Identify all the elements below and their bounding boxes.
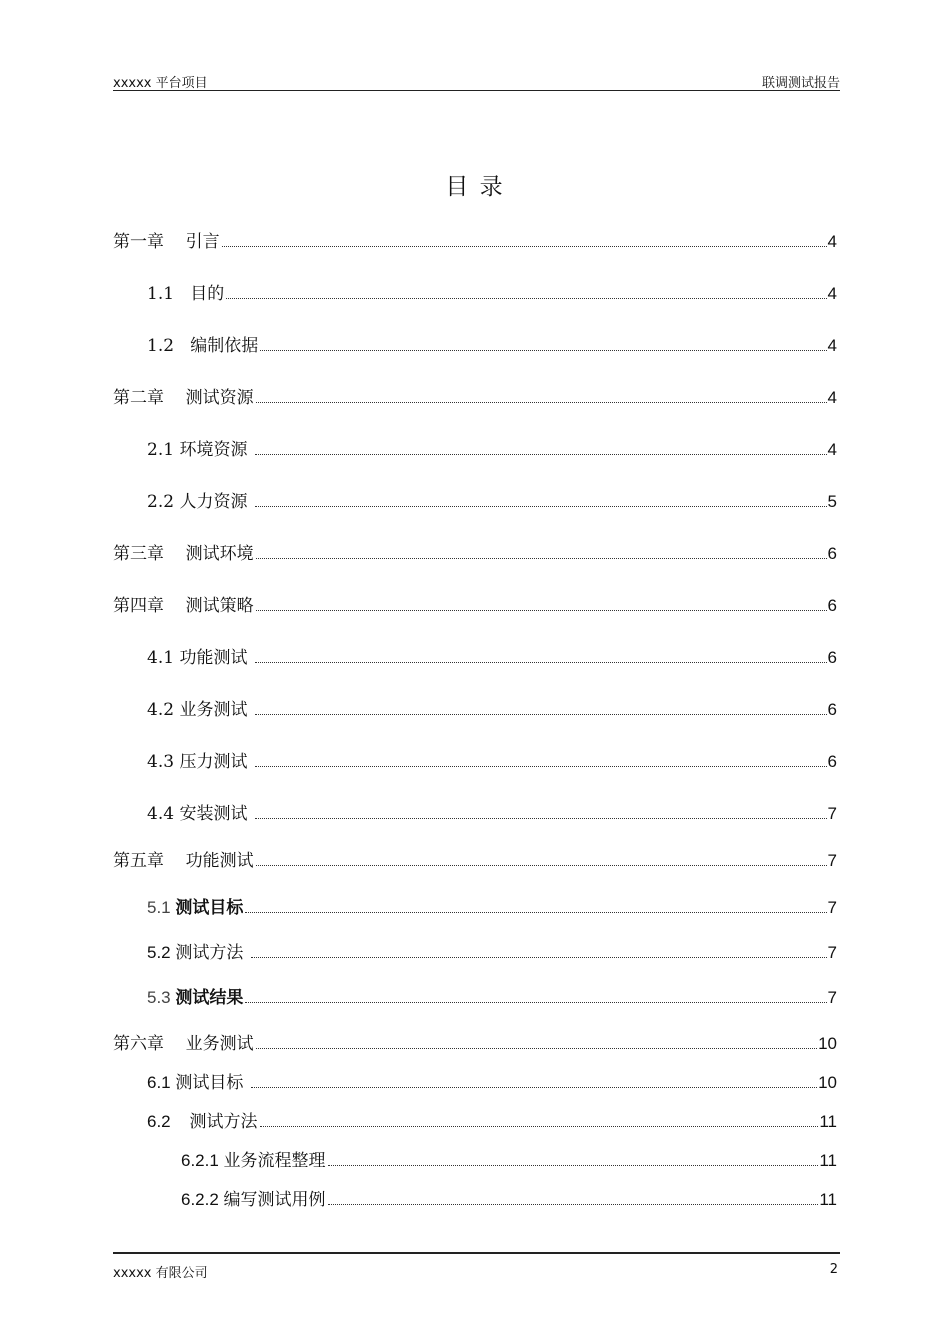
toc-entry-page: 10 (818, 1073, 837, 1092)
toc-entry[interactable] (147, 488, 837, 512)
toc-entry-label: 目的 (190, 284, 225, 304)
toc-entry-label: 编制依据 (190, 336, 259, 356)
toc-entry-number: 第五章 (113, 851, 186, 871)
toc-entry-page: 4 (827, 440, 837, 459)
toc-entry-label: 安装测试 (179, 804, 253, 824)
toc-entry[interactable] (113, 228, 837, 252)
toc-entry-page: 6 (827, 596, 837, 615)
toc-dot-leader (328, 1165, 819, 1166)
toc-entry-number: 5.1 (147, 898, 176, 917)
toc-entry-label: 测试环境 (185, 544, 254, 564)
toc-entry-label: 业务测试 (185, 1034, 254, 1054)
toc-entry[interactable] (147, 984, 837, 1008)
toc-entry-label: 测试方法 (175, 943, 249, 963)
toc-entry-page: 6 (827, 544, 837, 563)
toc-entry-page: 4 (827, 336, 837, 355)
page-number: 2 (829, 1262, 838, 1277)
toc-entry[interactable] (147, 939, 837, 963)
toc-entry[interactable] (113, 592, 837, 616)
toc-entry[interactable] (113, 847, 837, 871)
toc-entry[interactable] (181, 1186, 837, 1210)
footer-company-name: xxxxx 有限公司 (113, 1266, 208, 1281)
toc-entry-label: 环境资源 (179, 440, 253, 460)
toc-entry-label: 测试目标 (175, 898, 244, 918)
toc-entry-page: 4 (827, 232, 837, 251)
toc-entry[interactable] (181, 1147, 837, 1171)
toc-entry-page: 11 (819, 1112, 837, 1131)
toc-dot-leader (256, 610, 827, 611)
toc-entry-page: 7 (827, 804, 837, 823)
toc-entry-number: 5.3 (147, 988, 176, 1007)
toc-dot-leader (255, 766, 827, 767)
toc-entry-label: 测试资源 (185, 388, 254, 408)
toc-dot-leader (251, 957, 827, 958)
toc-entry-label: 人力资源 (179, 492, 253, 512)
toc-dot-leader (255, 506, 827, 507)
toc-entry-label: 业务流程整理 (223, 1151, 326, 1171)
toc-entry-page: 11 (819, 1151, 837, 1170)
toc-entry-page: 4 (827, 388, 837, 407)
page-footer (113, 1252, 840, 1284)
toc-entry-label: 压力测试 (179, 752, 253, 772)
toc-dot-leader (256, 402, 827, 403)
toc-dot-leader (245, 1002, 826, 1003)
toc-dot-leader (260, 1126, 819, 1127)
toc-entry-number: 4.2 (147, 700, 180, 720)
toc-dot-leader (256, 558, 827, 559)
toc-entry-page: 5 (827, 492, 837, 511)
toc-entry-number: 2.2 (147, 492, 180, 512)
toc-entry-number: 第二章 (113, 388, 186, 408)
toc-entry-label: 引言 (185, 232, 220, 252)
toc-dot-leader (260, 350, 826, 351)
toc-entry[interactable] (113, 540, 837, 564)
toc-entry-number: 5.2 (147, 943, 176, 962)
toc-entry-number: 6.2 (147, 1112, 190, 1131)
toc-entry[interactable] (147, 696, 837, 720)
header-report-title: 联调测试报告 (761, 76, 840, 91)
toc-entry-number: 4.3 (147, 752, 180, 772)
toc-dot-leader (226, 298, 826, 299)
toc-entry-number: 2.1 (147, 440, 180, 460)
toc-entry-number: 第四章 (113, 596, 186, 616)
toc-entry[interactable] (147, 332, 837, 356)
toc-entry[interactable] (147, 644, 837, 668)
toc-entry-page: 11 (819, 1190, 837, 1209)
toc-entry-number: 6.2.1 (181, 1151, 224, 1170)
toc-entry-number: 第三章 (113, 544, 186, 564)
toc-entry-label: 测试目标 (175, 1073, 249, 1093)
toc-entry-number: 1.1 (147, 284, 191, 304)
page-header (113, 70, 840, 91)
toc-entry[interactable] (113, 384, 837, 408)
toc-dot-leader (256, 1048, 817, 1049)
header-project-name: xxxxx 平台项目 (113, 76, 208, 91)
toc-entry[interactable] (147, 800, 837, 824)
toc-entry-number: 第六章 (113, 1034, 186, 1054)
toc-entry-label: 编写测试用例 (223, 1190, 326, 1210)
toc-entry-number: 4.4 (147, 804, 180, 824)
toc-entry-label: 测试策略 (185, 596, 254, 616)
toc-dot-leader (245, 912, 826, 913)
toc-entry-page: 6 (827, 700, 837, 719)
toc-entry-page: 10 (818, 1034, 837, 1053)
toc-title: 目 录 (445, 174, 505, 200)
toc-entry-label: 测试方法 (189, 1112, 258, 1132)
toc-entry-number: 4.1 (147, 648, 180, 668)
toc-entry-page: 7 (827, 943, 837, 962)
toc-dot-leader (222, 246, 827, 247)
toc-entry[interactable] (147, 280, 837, 304)
toc-entry-number: 6.2.2 (181, 1190, 224, 1209)
toc-entry-number: 1.2 (147, 336, 191, 356)
toc-dot-leader (255, 454, 827, 455)
toc-entry-page: 6 (827, 648, 837, 667)
toc-entry[interactable] (147, 748, 837, 772)
toc-entry-page: 7 (827, 988, 837, 1007)
toc-entry-page: 4 (827, 284, 837, 303)
toc-entry-page: 6 (827, 752, 837, 771)
toc-entry[interactable] (147, 894, 837, 918)
toc-dot-leader (255, 818, 827, 819)
toc-dot-leader (251, 1087, 817, 1088)
toc-entry-label: 业务测试 (179, 700, 253, 720)
toc-entry[interactable] (147, 1069, 837, 1093)
toc-entry-label: 功能测试 (185, 851, 254, 871)
toc-dot-leader (255, 714, 827, 715)
toc-dot-leader (328, 1204, 819, 1205)
toc-entry-page: 7 (827, 851, 837, 870)
toc-dot-leader (256, 865, 827, 866)
toc-entry[interactable] (147, 1108, 837, 1132)
toc-entry[interactable] (147, 436, 837, 460)
toc-entry-label: 功能测试 (179, 648, 253, 668)
toc-entry-number: 第一章 (113, 232, 186, 252)
toc-dot-leader (255, 662, 827, 663)
toc-entry[interactable] (113, 1030, 837, 1054)
toc-entry-number: 6.1 (147, 1073, 176, 1092)
toc-entry-label: 测试结果 (175, 988, 244, 1008)
toc-entry-page: 7 (827, 898, 837, 917)
